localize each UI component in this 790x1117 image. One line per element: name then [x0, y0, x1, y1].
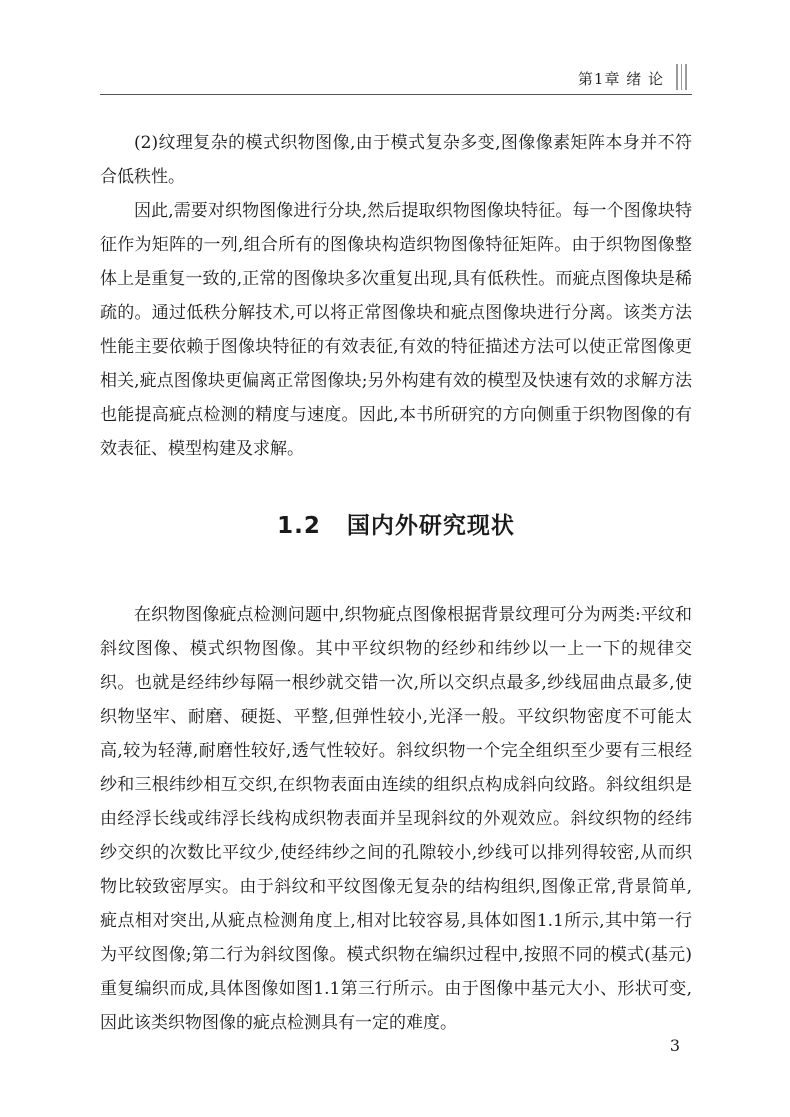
running-header [100, 64, 692, 92]
chapter-title: 第1章 绪 论 [577, 70, 664, 88]
header-decoration-bars [676, 64, 692, 90]
paragraph-low-rank-complex: (2)纹理复杂的模式织物图像,由于模式复杂多变,图像像素矩阵本身并不符合低秩性。 [100, 133, 692, 187]
section-number: 1.2 [277, 513, 321, 539]
header-rule [100, 94, 692, 95]
paragraph-block-features: 因此,需要对织物图像进行分块,然后提取织物图像块特征。每一个图像块特征作为矩阵的一列,组合所有的图像块构造织物图像特征矩阵。由于织物图像整体上是重复一致的,正常的图像块多次重复出现,具有低秩性。而疵点图像块是稀疏的。通过低秩分解技术,可以将正常图像块和疵点图像块进行分离。该类方法性能主要依赖于图像块特征的有效表征,有效的特征描述方法可以使正常图像更相关,疵点图像块更偏离正常图像块;另外构建有效的模型及快速有效的求解方法也能提高疵点检测的精度与速度。因此,本书所研究的方向侧重于织物图像的有效表征、模型构建及求解。 [100, 201, 692, 459]
page-number: 3 [669, 1036, 680, 1055]
section-title: 国内外研究现状 [346, 513, 515, 539]
paragraph-research-status: 在织物图像疵点检测问题中,织物疵点图像根据背景纹理可分为两类:平纹和斜纹图像、模式织物图像。其中平纹织物的经纱和纬纱以一上一下的规律交织。也就是经纬纱每隔一根纱就交错一次,所以交织点最多,纱线屈曲点最多,使织物坚牢、耐磨、硬挺、平整,但弹性较小,光泽一般。平纹织物密度不可能太高,较为轻薄,耐磨性较好,透气性较好。斜纹织物一个完全组织至少要有三根经纱和三根纬纱相互交织,在织物表面由连续的组织点构成斜向纹路。斜纹组织是由经浮长线或纬浮长线构成织物表面并呈现斜纹的外观效应。斜纹织物的经纬纱交织的次数比平纹少,使经纬纱之间的孔隙较小,纱线可以排列得较密,从而织物比较致密厚实。由于斜纹和平纹图像无复杂的结构组织,图像正常,背景简单,疵点相对突出,从疵点检测角度上,相对比较容易,具体如图1.1所示,其中第一行为平纹图像;第二行为斜纹图像。模式织物在编织过程中,按照不同的模式(基元)重复编织而成,具体图像如图1.1第三行所示。由于图像中基元大小、形状可变,因此该类织物图像的疵点检测具有一定的难度。 [100, 605, 692, 1033]
section-heading [100, 507, 692, 540]
